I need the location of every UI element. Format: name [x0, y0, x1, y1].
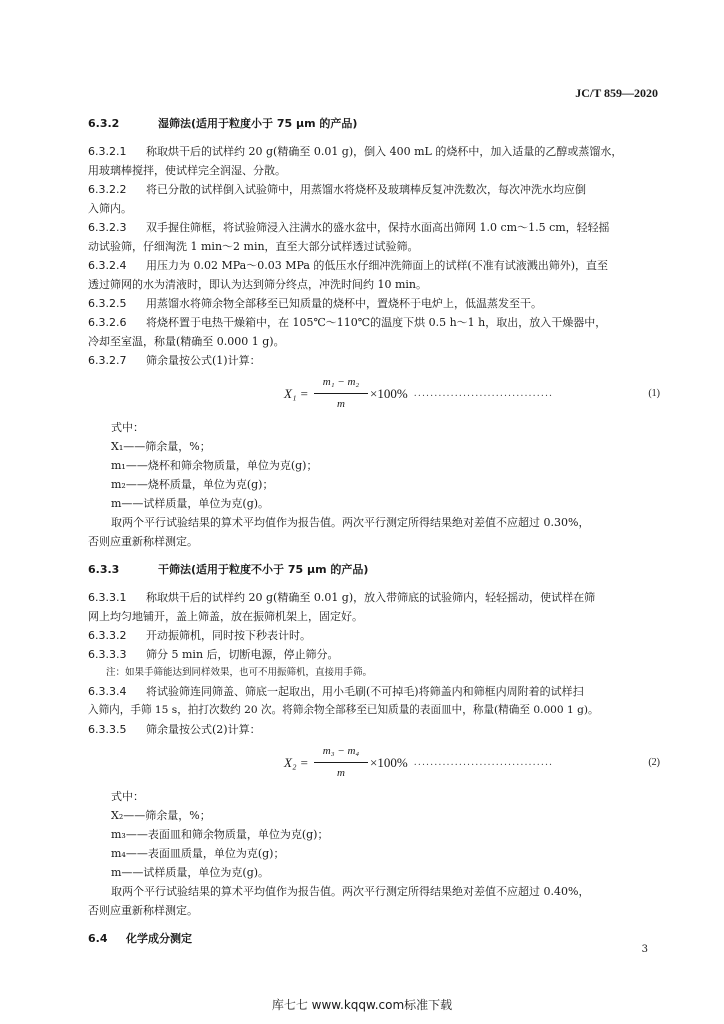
formula-2 [88, 742, 662, 782]
variable-definition: m₂——烧杯质量，单位为克(g)； [111, 478, 274, 491]
clause-6-3-2-6: 6.3.2.6 将烧杯置于电热干燥箱中，在 105℃～110℃的温度下烘 0.5 h～1 h，取出，放入干燥器中， [88, 316, 607, 329]
where-label: 式中： [111, 790, 144, 803]
clause-6-3-3-5: 6.3.3.5 筛余量按公式(2)计算： [88, 723, 261, 736]
variable-definition: m₄——表面皿质量，单位为克(g)； [111, 847, 285, 860]
section-heading-chemical [88, 929, 662, 948]
formula-rhs: ×100% [370, 386, 408, 401]
clause-6-3-3-2: 6.3.3.2 开动振筛机，同时按下秒表计时。 [88, 629, 311, 642]
formula-rhs: ×100% [370, 755, 408, 770]
clause-6-3-2-4-cont: 透过筛网的水为清液时，即认为达到筛分终点，冲洗时间约 10 min。 [88, 278, 428, 291]
result-statement: 取两个平行试验结果的算术平均值作为报告值。两次平行测定所得结果绝对差值不应超过 0.30%， [111, 516, 590, 529]
page-body [88, 112, 662, 957]
variable-definition: X₂——筛余量，%； [111, 809, 211, 822]
formula-fraction [314, 373, 368, 414]
result-statement: 取两个平行试验结果的算术平均值作为报告值。两次平行测定所得结果绝对差值不应超过 0.40%， [111, 885, 590, 898]
variable-definition: m——试样质量，单位为克(g)。 [111, 866, 270, 879]
variable-definition: m₁——烧杯和筛余物质量，单位为克(g)； [111, 459, 318, 472]
clause-6-3-3-1-cont: 网上均匀地铺开，盖上筛盖，放在振筛机架上，固定好。 [88, 610, 363, 623]
clause-6-3-2-6-cont: 冷却至室温，称量(精确至 0.000 1 g)。 [88, 335, 285, 348]
variable-definition: m——试样质量，单位为克(g)。 [111, 497, 270, 510]
formula-number: (1) [648, 388, 660, 399]
standard-number: JC/T 859—2020 [575, 86, 658, 100]
clause-6-3-2-3: 6.3.2.3 双手握住筛框，将试验筛浸入注满水的盛水盆中，保持水面高出筛网 1.0 cm～1.5 cm，轻轻摇 [88, 221, 610, 234]
clause-6-3-3-4-cont: 入筛内，手筛 15 s，拍打次数约 20 次。将筛余物全部移至已知质量的表面皿中，称量(精确至 0.000 1 g)。 [88, 704, 599, 716]
formula-number: (2) [648, 757, 660, 768]
page-number: 3 [641, 944, 648, 955]
variable-definition: m₃——表面皿和筛余物质量，单位为克(g)； [111, 828, 329, 841]
formula-denominator: m [337, 767, 345, 779]
section-heading-dry-sieve [88, 560, 662, 579]
footer-watermark: 库七七 www.kqqw.com标准下载 [271, 998, 453, 1012]
formula-lhs: X₁ = [284, 386, 309, 401]
section-title: 湿筛法(适用于粒度小于 75 μm 的产品) [158, 117, 358, 130]
section-title: 干筛法(适用于粒度不小于 75 μm 的产品) [158, 563, 369, 576]
formula-leader-dots: .................................. [414, 388, 554, 399]
clause-6-3-2-2-cont: 入筛内。 [88, 202, 132, 215]
where-label: 式中： [111, 421, 144, 434]
clause-6-3-3-4: 6.3.3.4 将试验筛连同筛盖、筛底一起取出，用小毛刷(不可掉毛)将筛盖内和筛框内周附着的试样扫 [88, 685, 584, 698]
result-statement-cont: 否则应重新称样测定。 [88, 535, 198, 548]
clause-6-3-2-1-cont: 用玻璃棒搅拌，使试样完全润湿、分散。 [88, 164, 286, 177]
section-number: 6.3.3 [88, 563, 120, 576]
formula-numerator: m₁ − m₂ [314, 373, 368, 394]
clause-6-3-2-7: 6.3.2.7 筛余量按公式(1)计算： [88, 354, 261, 367]
formula-lhs: X₂ = [284, 755, 309, 770]
result-statement-cont: 否则应重新称样测定。 [88, 904, 198, 917]
clause-6-3-3-3: 6.3.3.3 筛分 5 min 后，切断电源，停止筛分。 [88, 648, 339, 661]
formula-denominator: m [337, 398, 345, 410]
formula-leader-dots: .................................. [414, 757, 554, 768]
section-number: 6.3.2 [88, 117, 120, 130]
clause-6-3-2-1: 6.3.2.1 称取烘干后的试样约 20 g(精确至 0.01 g)，倒入 400 mL 的烧杯中，加入适量的乙醇或蒸馏水， [88, 145, 623, 158]
section-title: 化学成分测定 [126, 932, 192, 945]
clause-6-3-2-2: 6.3.2.2 将已分散的试样倒入试验筛中，用蒸馏水将烧杯及玻璃棒反复冲洗数次，每次冲洗水均应倒 [88, 183, 586, 196]
note: 注：如果手筛能达到同样效果，也可不用振筛机，直接用手筛。 [106, 667, 373, 678]
formula-fraction [314, 742, 368, 783]
section-heading-wet-sieve [88, 114, 662, 133]
formula-numerator: m₃ − m₄ [314, 742, 368, 763]
clause-6-3-2-4: 6.3.2.4 用压力为 0.02 MPa～0.03 MPa 的低压水仔细冲洗筛面上的试样(不准有试液溅出筛外)，直至 [88, 259, 609, 272]
formula-1 [88, 373, 662, 413]
variable-definition: X₁——筛余量，%； [111, 440, 211, 453]
clause-6-3-2-5: 6.3.2.5 用蒸馏水将筛余物全部移至已知质量的烧杯中，置烧杯于电炉上，低温蒸发至干。 [88, 297, 542, 310]
clause-6-3-3-1: 6.3.3.1 称取烘干后的试样约 20 g(精确至 0.01 g)，放入带筛底的试验筛内，轻轻摇动，使试样在筛 [88, 591, 596, 604]
clause-6-3-2-3-cont: 动试验筛，仔细淘洗 1 min～2 min，直至大部分试样透过试验筛。 [88, 240, 419, 253]
section-number: 6.4 [88, 932, 108, 945]
